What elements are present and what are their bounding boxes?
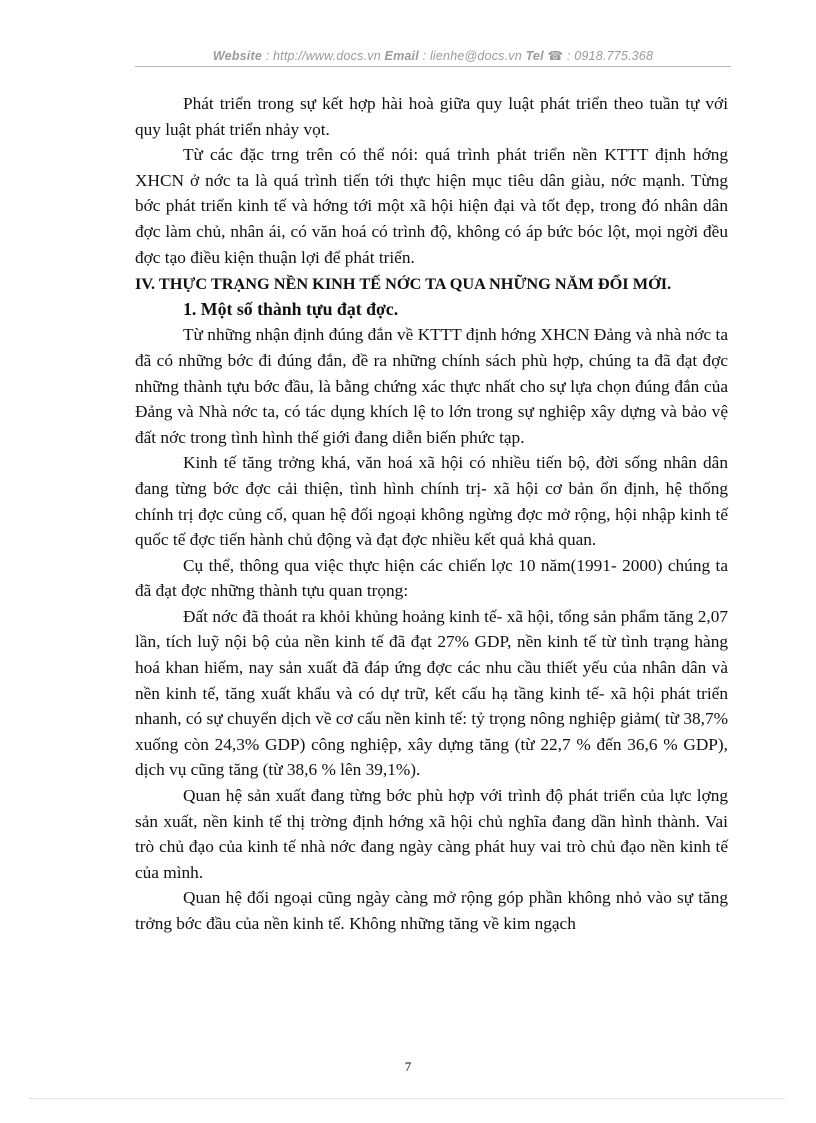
- tel-label: Tel: [525, 49, 544, 63]
- website-value: : http://www.docs.vn: [265, 49, 381, 63]
- body-paragraph: Đất nớc đã thoát ra khỏi khủng hoảng kinh tế- xã hội, tổng sản phẩm tăng 2,07 lần, tích luỹ nội bộ của nền kinh tế đã đạt 27% GDP, nền kinh tế từ tình trạng hàng hoá khan hiếm, nay sản xuất đã đáp ứng đợc các nhu cầu thiết yếu của nhân dân và nền kinh tế, tăng xuất khẩu và có dự trữ, kết cấu hạ tầng kinh tế- xã hội phát triển nhanh, có sự chuyển dịch về cơ cấu nền kinh tế: tỷ trọng nông nghiệp giảm( từ 38,7% xuống còn 24,3% GDP) công nghiệp, xây dựng tăng (từ 22,7 % đến 36,6 % GDP), dịch vụ cũng tăng (từ 38,6 % lên 39,1%).: [135, 606, 728, 780]
- body-paragraph: Quan hệ đối ngoại cũng ngày càng mở rộng góp phần không nhỏ vào sự tăng trởng bớc đầu của nền kinh tế. Không những tăng về kim ngạch: [135, 888, 728, 933]
- body-paragraph: Cụ thể, thông qua việc thực hiện các chiến lợc 10 năm(1991- 2000) chúng ta đã đạt đợc những thành tựu quan trọng:: [135, 555, 728, 601]
- section-heading: IV. THỰC TRẠNG NỀN KINH TẾ NỚC TA QUA NHỮNG NĂM ĐỔI MỚI.: [135, 274, 672, 294]
- header-divider: [135, 66, 731, 67]
- website-label: Website: [212, 49, 262, 63]
- bottom-divider: [30, 1098, 786, 1099]
- body-paragraph: Quan hệ sản xuất đang từng bớc phù hợp với trình độ phát triển của lực lợng sản xuất, nền kinh tế thị trờng định hớng xã hội chủ nghĩa đang dần hình thành. Vai trò chủ đạo của kinh tế nhà nớc đang ngày càng phát huy vai trò chủ đạo nền kinh tế của mình.: [135, 786, 728, 882]
- body-paragraph: Phát triển trong sự kết hợp hài hoà giữa quy luật phát triển theo tuần tự với quy luật phát triển nhảy vọt.: [135, 94, 728, 139]
- email-value: : lienhe@docs.vn: [422, 49, 522, 63]
- tel-value: ☎ : 0918.775.368: [547, 49, 654, 63]
- page-header: [135, 48, 731, 63]
- body-paragraph: Từ những nhận định đúng đắn về KTTT định hớng XHCN Đảng và nhà nớc ta đã có những bớc đi đúng đắn, đề ra những chính sách phù hợp, chúng ta đã đạt đợc những thành tựu bớc đầu, là bằng chứng xác thực nhất cho sự lựa chọn đúng đắn của Đảng và Nhà nớc ta, có tác dụng khích lệ to lớn trong sự nghiệp xây dựng và bảo vệ đất nớc trong tình hình thế giới đang diễn biến phức tạp.: [135, 325, 728, 447]
- subsection-heading: 1. Một số thành tựu đạt đợc.: [183, 298, 399, 319]
- body-paragraph: Từ các đặc trng trên có thể nói: quá trình phát triển nền KTTT định hớng XHCN ở nớc ta là quá trình tiến tới thực hiện mục tiêu dân giàu, nớc mạnh. Từng bớc phát triển kinh tế và hớng tới một xã hội hiện đại và tốt đẹp, trong đó nhân dân đợc làm chủ, nhân ái, có văn hoá có trình độ, không có áp bức bóc lột, mọi ngời đều đợc tạo điều kiện thuận lợi để phát triển.: [135, 145, 728, 267]
- email-label: Email: [384, 49, 419, 63]
- page-number: 7: [404, 1059, 412, 1074]
- document-body: [135, 91, 728, 937]
- body-paragraph: Kinh tế tăng trởng khá, văn hoá xã hội có nhiều tiến bộ, đời sống nhân dân đang từng bớc đợc cải thiện, tình hình chính trị- xã hội cơ bản ổn định, hệ thống chính trị đợc củng cố, quan hệ đối ngoại không ngừng đợc mở rộng, hội nhập kinh tế quốc tế đợc tiến hành chủ động và đạt đợc nhiều kết quả khả quan.: [135, 453, 728, 550]
